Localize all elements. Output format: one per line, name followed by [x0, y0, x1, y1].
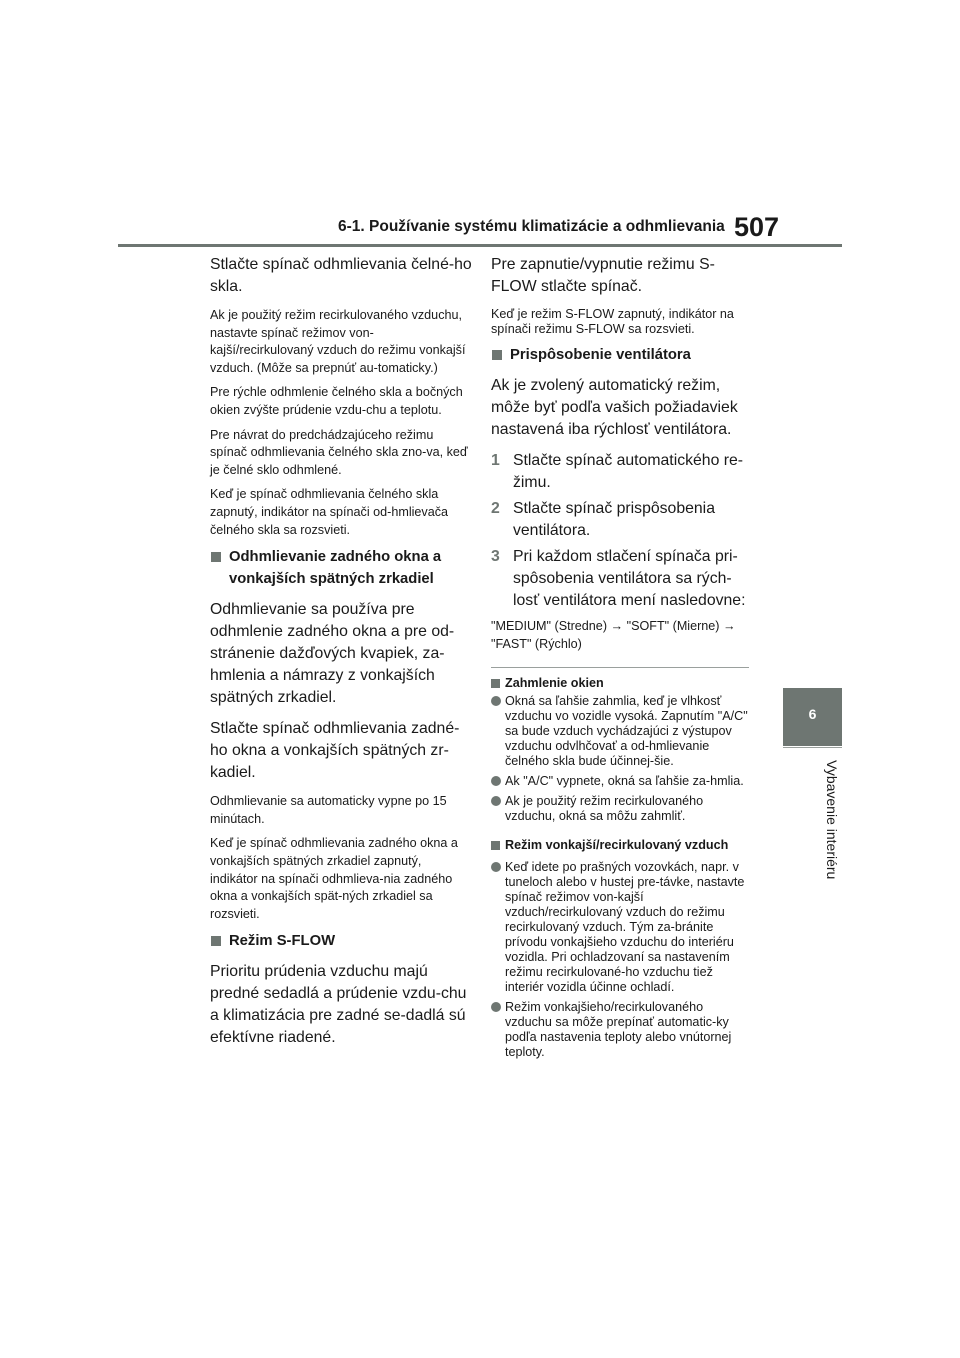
- info-text: Ak je použitý režim recirkulovaného vzduchu, nastavte spínač režimov von-kajší/recirkulovaný vzduch do režimu vonkajší vzduch. (Môže sa prepnúť au-tomaticky.): [210, 308, 466, 375]
- page-number: 507: [734, 212, 780, 242]
- chapter-tab[interactable]: 6: [783, 688, 842, 746]
- note-bullet: Ak je použitý režim recirkulovaného vzduchu, okná sa môžu zahmliť.: [491, 794, 753, 824]
- square-bullet-icon: [491, 679, 500, 688]
- body-text: Odhmlievanie sa používa pre odhmlenie zadného okna a pre od-stránenie dažďových kvapiek, za-hmlenia a námrazy z vonkajších spätných zrkadiel.: [210, 601, 455, 707]
- step-number: 1: [491, 452, 500, 469]
- step-number: 3: [491, 548, 500, 565]
- square-bullet-icon: [492, 350, 502, 360]
- step-number: 2: [491, 500, 500, 517]
- fan-speed-sequence: "MEDIUM" (Stredne) → "SOFT" (Mierne) → "FAST" (Rýchlo): [491, 619, 736, 651]
- note-bullet: Režim vonkajšieho/recirkulovaného vzduchu sa môže prepínať automatic-ky podľa nastavenia teploty alebo vnútornej teploty.: [491, 1000, 753, 1060]
- section-heading: Odhmlievanie zadného okna a vonkajších spätných zrkadiel: [210, 546, 472, 590]
- header-divider: [118, 244, 842, 247]
- info-text: Keď je spínač odhmlievania čelného skla zapnutý, indikátor na spínači od-hmlievača čelného skla sa rozsvieti.: [210, 487, 449, 537]
- section-heading: Režim S-FLOW: [210, 930, 472, 952]
- chapter-tab-divider: [783, 747, 842, 748]
- instruction-text: Stlačte spínač odhmlievania zadné-ho okna a vonkajších spätných zr-kadiel.: [210, 720, 460, 782]
- step-item: 2 Stlačte spínač prispôsobenia ventilátora.: [491, 500, 715, 539]
- note-bullet: Okná sa ľahšie zahmlia, keď je vlhkosť vzduchu vo vozidle vysoká. Zapnutím "A/C" sa bude vzduch vychádzajúci z výstupov vzduchu odvlhčovať a od-hmlievanie čelného skla bude účinnej-šie.: [491, 694, 753, 769]
- info-text: Keď je režim S-FLOW zapnutý, indikátor na spínači režimu S-FLOW sa rozsvieti.: [491, 307, 734, 336]
- body-text: Prioritu prúdenia vzduchu majú predné sedadlá a prúdenie vzdu-chu a klimatizácia pre zadné se-dadlá sú efektívne riadené.: [210, 963, 467, 1047]
- instruction-text: Pre zapnutie/vypnutie režimu S-FLOW stlačte spínač.: [491, 256, 715, 295]
- square-bullet-icon: [211, 936, 221, 946]
- info-text: Pre rýchle odhmlenie čelného skla a bočných okien zvýšte prúdenie vzdu-chu a teplotu.: [210, 385, 463, 417]
- right-column: [491, 254, 753, 1065]
- section-title: 6-1. Používanie systému klimatizácie a odhmlievania: [338, 218, 725, 235]
- circle-bullet-icon: [491, 862, 501, 872]
- note-bullet: Ak "A/C" vypnete, okná sa ľahšie za-hmlia.: [491, 774, 753, 789]
- square-bullet-icon: [491, 841, 500, 850]
- circle-bullet-icon: [491, 696, 501, 706]
- step-item: 3 Pri každom stlačení spínača pri-spôsobenia ventilátora sa rých-losť ventilátora mení nasledovne:: [491, 548, 746, 609]
- instruction-text: Stlačte spínač odhmlievania čelné-ho skla.: [210, 256, 472, 295]
- section-heading: Prispôsobenie ventilátora: [491, 344, 753, 366]
- chapter-tab-label: Vybavenie interiéru: [824, 760, 840, 880]
- step-item: 1 Stlačte spínač automatického re-žimu.: [491, 452, 744, 491]
- info-text: Odhmlievanie sa automaticky vypne po 15 minútach.: [210, 794, 447, 826]
- note-heading: Zahmlenie okien: [491, 676, 753, 691]
- info-text: Keď je spínač odhmlievania zadného okna a vonkajších spätných zrkadiel zapnutý, indikátor na spínači odhmlieva-nia zadného okna a vonkajších spät-ných zrkadiel sa rozsvieti.: [210, 836, 458, 921]
- note-heading: Režim vonkajší/recirkulovaný vzduch: [491, 838, 753, 853]
- circle-bullet-icon: [491, 796, 501, 806]
- body-text: Ak je zvolený automatický režim, môže byť podľa vašich požiadaviek nastavená iba rýchlosť ventilátora.: [491, 377, 738, 438]
- square-bullet-icon: [211, 552, 221, 562]
- note-bullet: Keď idete po prašných vozovkách, napr. v tuneloch alebo v hustej pre-távke, nastavte spínač režimov von-kajší vzduch/recirkulovaný vzduch do režimu recirkulovaný vzduch. Tým za-bránite prívodu vonkajšieho vzduchu do interiéru vozidla. Pri ochladzovaní sa nastavením režimu recirkulované-ho vzduchu tiež interiér vozidla účinne ochladí.: [491, 860, 753, 995]
- circle-bullet-icon: [491, 776, 501, 786]
- circle-bullet-icon: [491, 1002, 501, 1012]
- notes-divider: [491, 667, 749, 668]
- left-column: [210, 254, 472, 1058]
- info-text: Pre návrat do predchádzajúceho režimu spínač odhmlievania čelného skla zno-va, keď je čelné sklo odhmlené.: [210, 427, 468, 477]
